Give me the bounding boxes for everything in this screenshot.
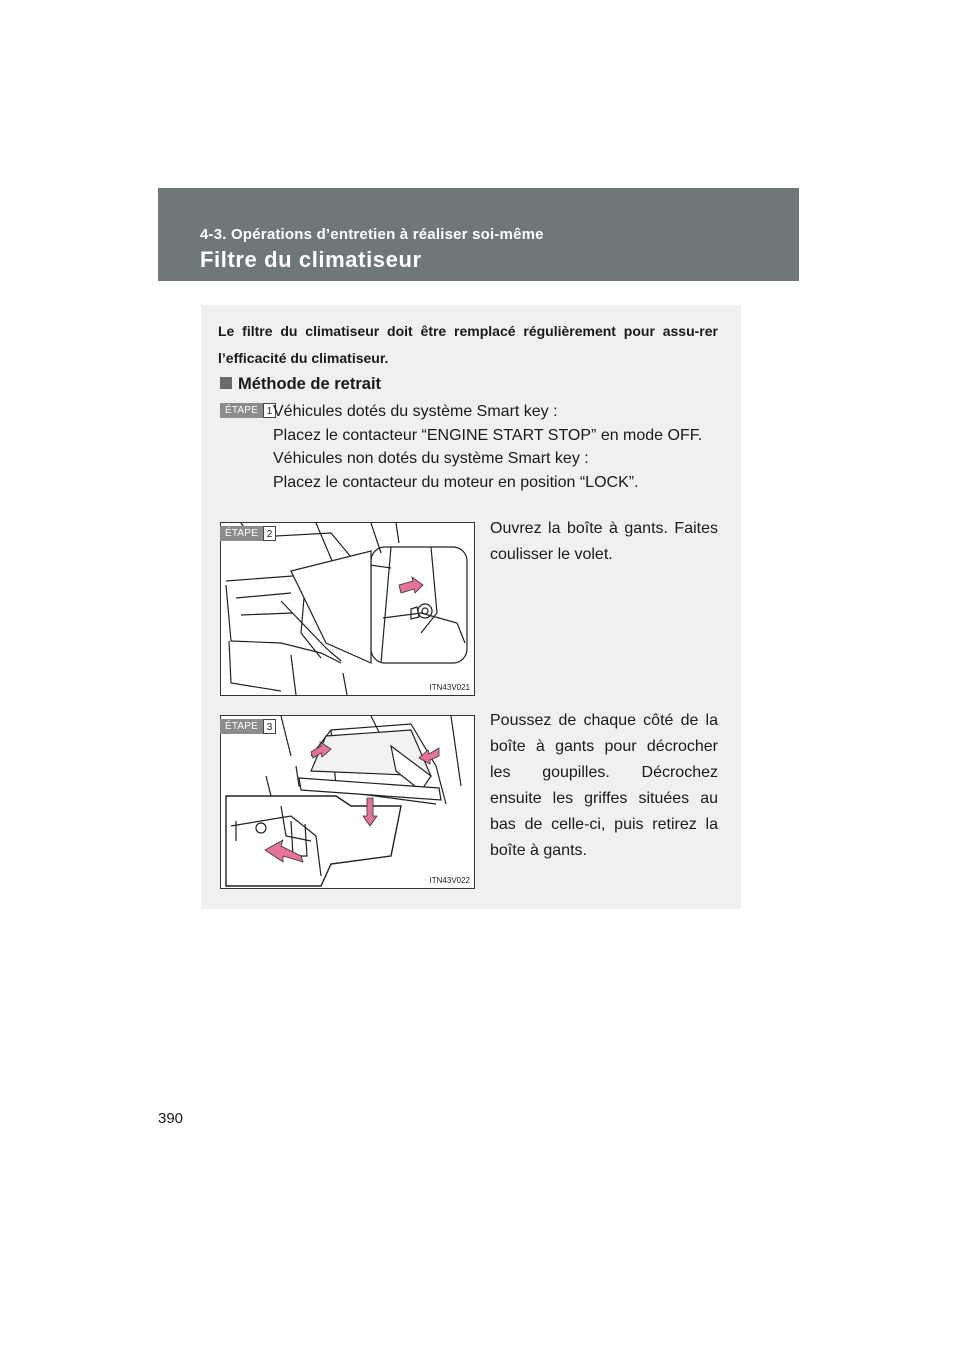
page-title: Filtre du climatiseur	[200, 247, 422, 272]
step-badge-word: ÉTAPE	[220, 403, 263, 418]
step-badge-number: 1	[263, 403, 276, 418]
glove-box-open-drawing	[221, 523, 474, 695]
step-badge-number: 3	[263, 719, 276, 734]
page-number: 390	[158, 1110, 184, 1127]
step-1-line: Véhicules dotés du système Smart key :	[273, 403, 558, 420]
step-3-text: Poussez de chaque côté de la boîte à gants pour décrocher les goupilles. Décrochez ensuite les griffes situées au bas de celle-ci, puis retirez la boîte à gants.	[490, 712, 718, 859]
intro-paragraph: Le filtre du climatiseur doit être remplacé régulièrement pour assu-rer l’efficacité du climatiseur.	[218, 323, 718, 366]
section-subheading	[220, 375, 381, 394]
step-2-illustration	[220, 522, 475, 696]
step-badge-number: 2	[263, 526, 276, 541]
step-badge-word: ÉTAPE	[220, 719, 263, 734]
figure-code: ITN43V021	[429, 683, 470, 692]
step-1-line: Véhicules non dotés du système Smart key :	[273, 450, 589, 467]
figure-code: ITN43V022	[429, 876, 470, 885]
section-title: 4-3. Opérations d’entretien à réaliser soi-même	[200, 226, 544, 243]
step-1-line: Placez le contacteur “ENGINE START STOP” en mode OFF.	[273, 426, 703, 444]
step-2-text: Ouvrez la boîte à gants. Faites coulisser le volet.	[490, 520, 718, 563]
step-1-text	[273, 400, 717, 494]
step-2-badge	[220, 526, 276, 541]
step-3-illustration	[220, 715, 475, 889]
step-3-badge	[220, 719, 276, 734]
subheading-label: Méthode de retrait	[238, 375, 382, 393]
bullet-square-icon	[220, 377, 232, 389]
glove-box-removal-drawing	[221, 716, 474, 888]
chapter-header	[158, 188, 799, 281]
step-1-line: Placez le contacteur du moteur en position “LOCK”.	[273, 473, 639, 491]
step-badge-word: ÉTAPE	[220, 526, 263, 541]
step-1-badge	[220, 403, 276, 418]
